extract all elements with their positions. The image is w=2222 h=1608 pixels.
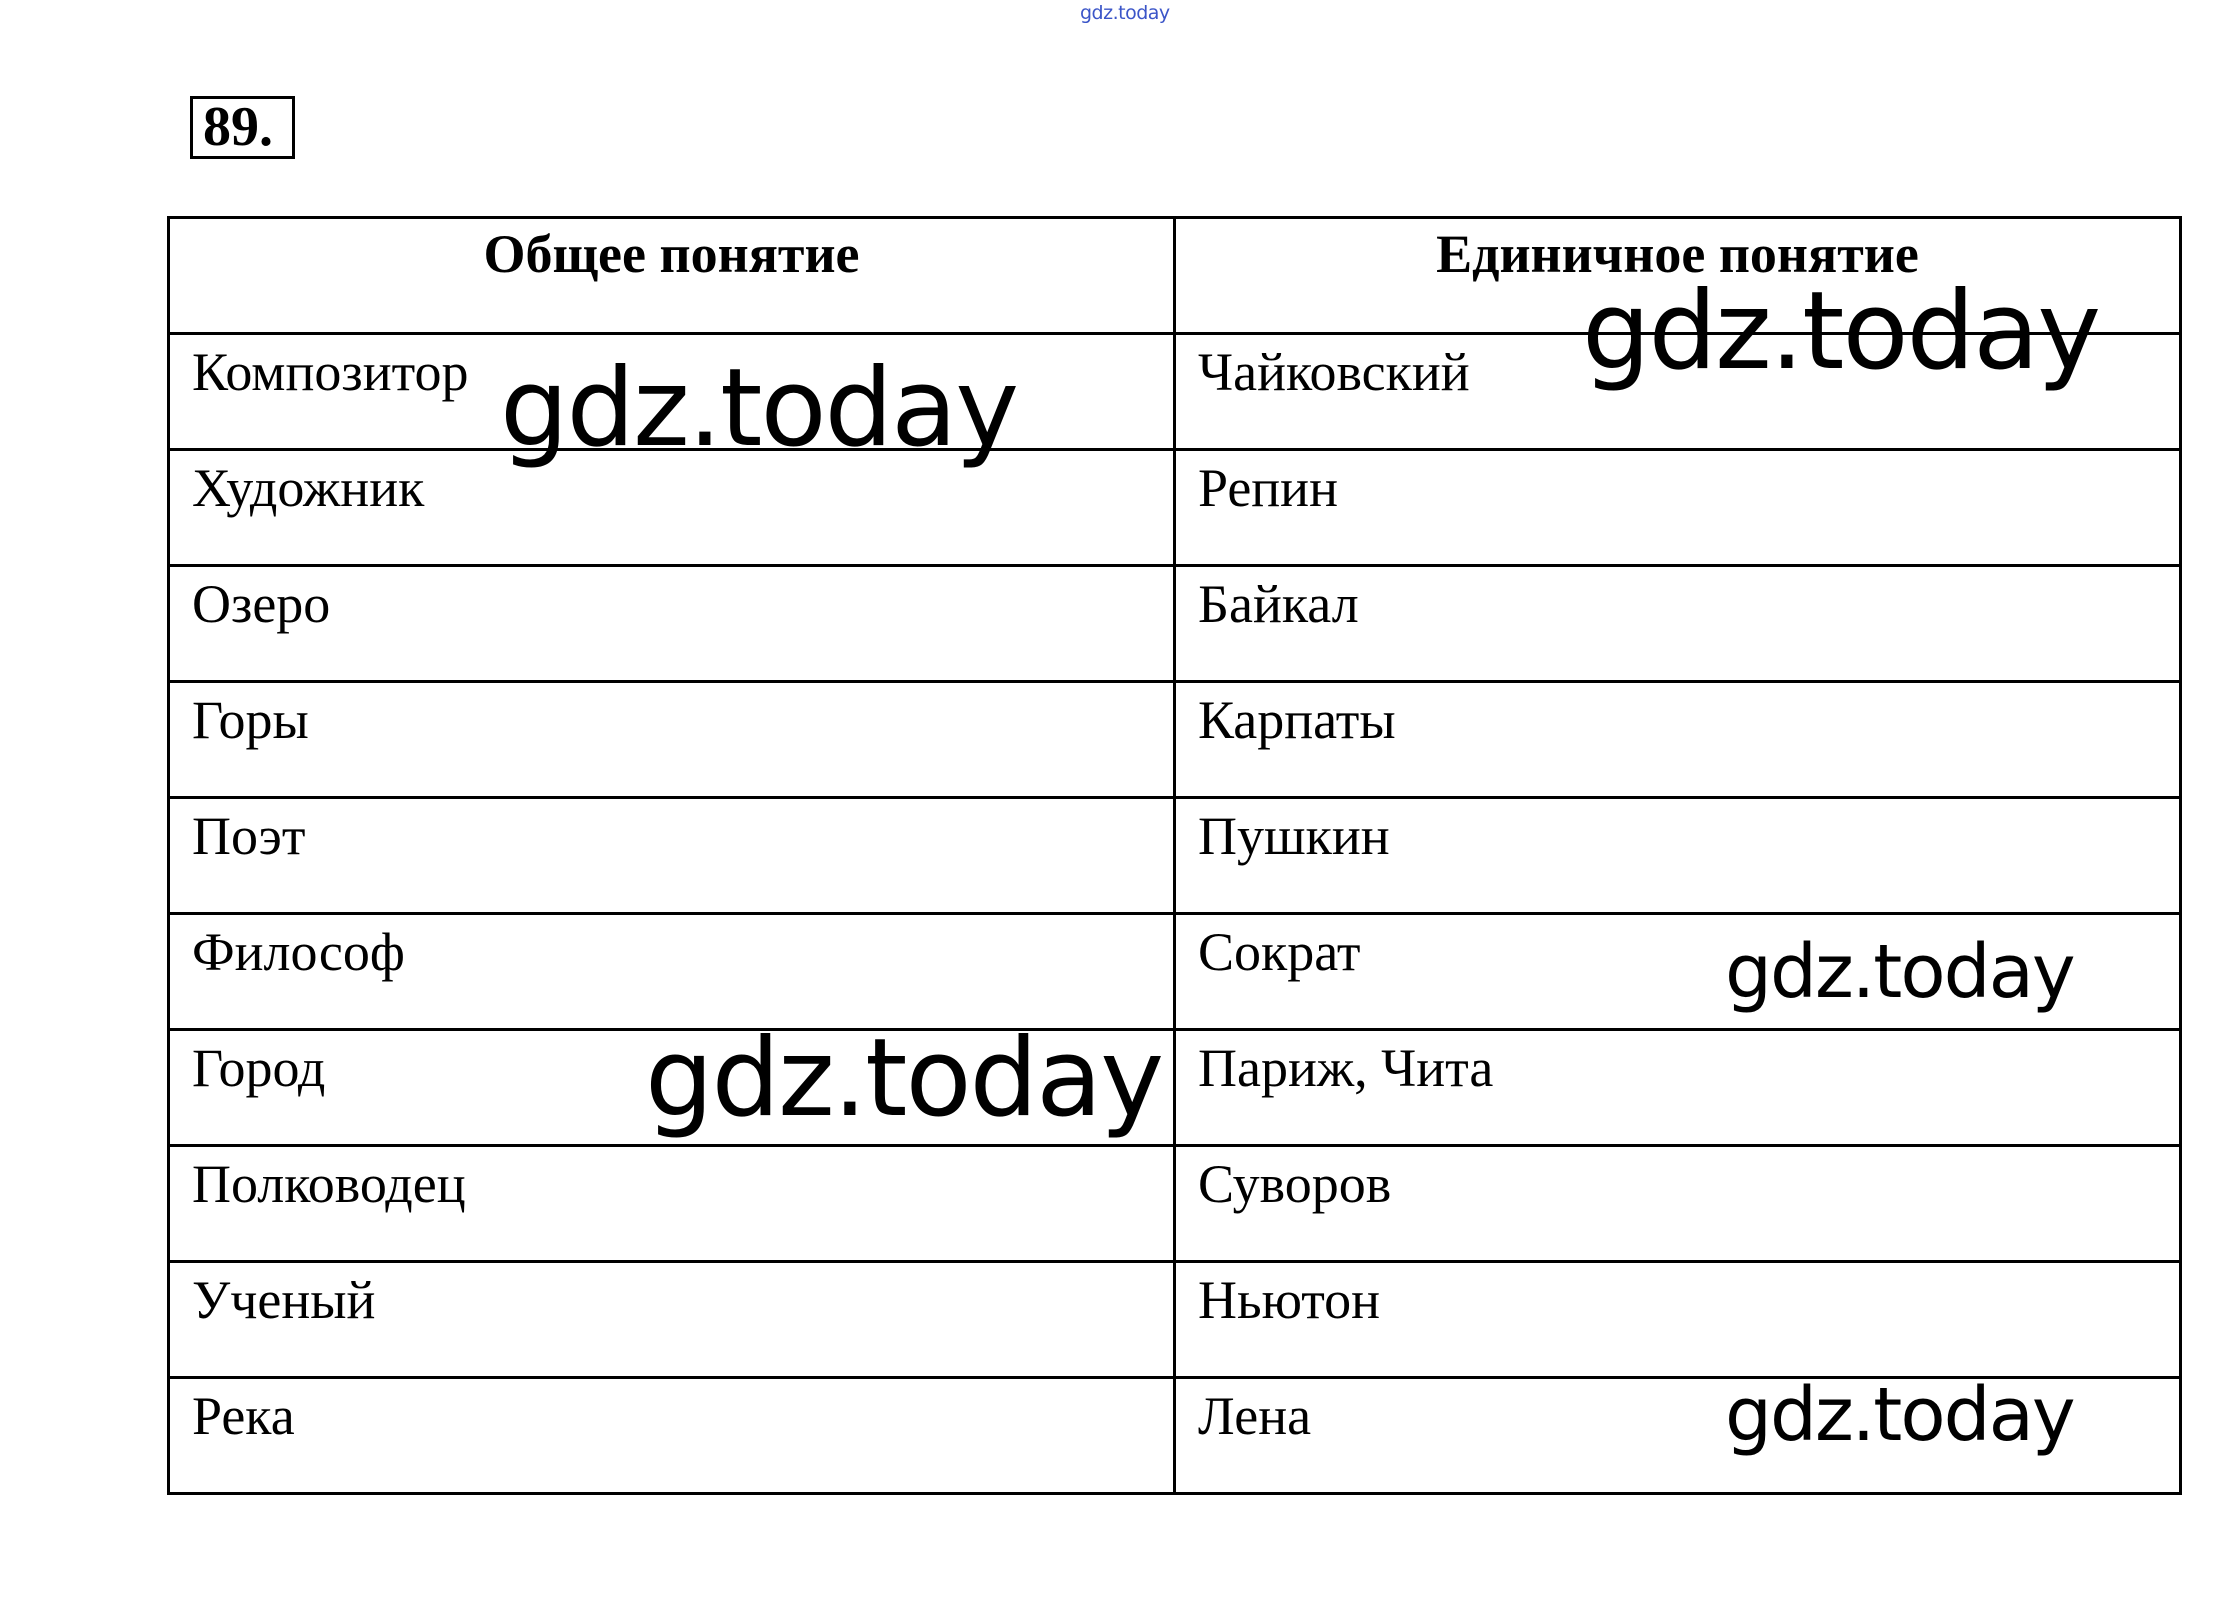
watermark: gdz.today bbox=[1725, 1372, 2074, 1458]
table-row bbox=[169, 566, 2181, 682]
source-mark: gdz.today bbox=[1080, 2, 1170, 24]
watermark: gdz.today bbox=[1582, 269, 2100, 394]
watermark: gdz.today bbox=[500, 346, 1018, 471]
general-concept-cell: Ученый bbox=[169, 1262, 1175, 1378]
table-row bbox=[169, 450, 2181, 566]
general-concept-cell: Река bbox=[169, 1378, 1175, 1494]
table-row bbox=[169, 682, 2181, 798]
table-row bbox=[169, 334, 2181, 450]
concept-table bbox=[167, 216, 2182, 1495]
general-concept-cell: Полководец bbox=[169, 1146, 1175, 1262]
single-concept-cell: Пушкин bbox=[1175, 798, 2181, 914]
general-concept-cell: Композитор bbox=[169, 334, 1175, 450]
general-concept-cell: Философ bbox=[169, 914, 1175, 1030]
single-concept-cell: Карпаты bbox=[1175, 682, 2181, 798]
table-row bbox=[169, 1146, 2181, 1262]
table-row bbox=[169, 1262, 2181, 1378]
table-row bbox=[169, 1030, 2181, 1146]
header-general-concept: Общее понятие bbox=[169, 218, 1175, 334]
header-single-concept: Единичное понятие bbox=[1175, 218, 2181, 334]
watermark: gdz.today bbox=[645, 1016, 1163, 1141]
general-concept-cell: Поэт bbox=[169, 798, 1175, 914]
single-concept-cell: Чайковский bbox=[1175, 334, 2181, 450]
general-concept-cell: Художник bbox=[169, 450, 1175, 566]
general-concept-cell: Горы bbox=[169, 682, 1175, 798]
table-header-row bbox=[169, 218, 2181, 334]
general-concept-cell: Город bbox=[169, 1030, 1175, 1146]
single-concept-cell: Париж, Чита bbox=[1175, 1030, 2181, 1146]
table-row bbox=[169, 1378, 2181, 1494]
single-concept-cell: Лена bbox=[1175, 1378, 2181, 1494]
task-number: 89. bbox=[190, 96, 295, 159]
table-row bbox=[169, 914, 2181, 1030]
single-concept-cell: Сократ bbox=[1175, 914, 2181, 1030]
single-concept-cell: Ньютон bbox=[1175, 1262, 2181, 1378]
single-concept-cell: Байкал bbox=[1175, 566, 2181, 682]
watermark: gdz.today bbox=[1725, 929, 2074, 1015]
single-concept-cell: Репин bbox=[1175, 450, 2181, 566]
single-concept-cell: Суворов bbox=[1175, 1146, 2181, 1262]
general-concept-cell: Озеро bbox=[169, 566, 1175, 682]
table-row bbox=[169, 798, 2181, 914]
